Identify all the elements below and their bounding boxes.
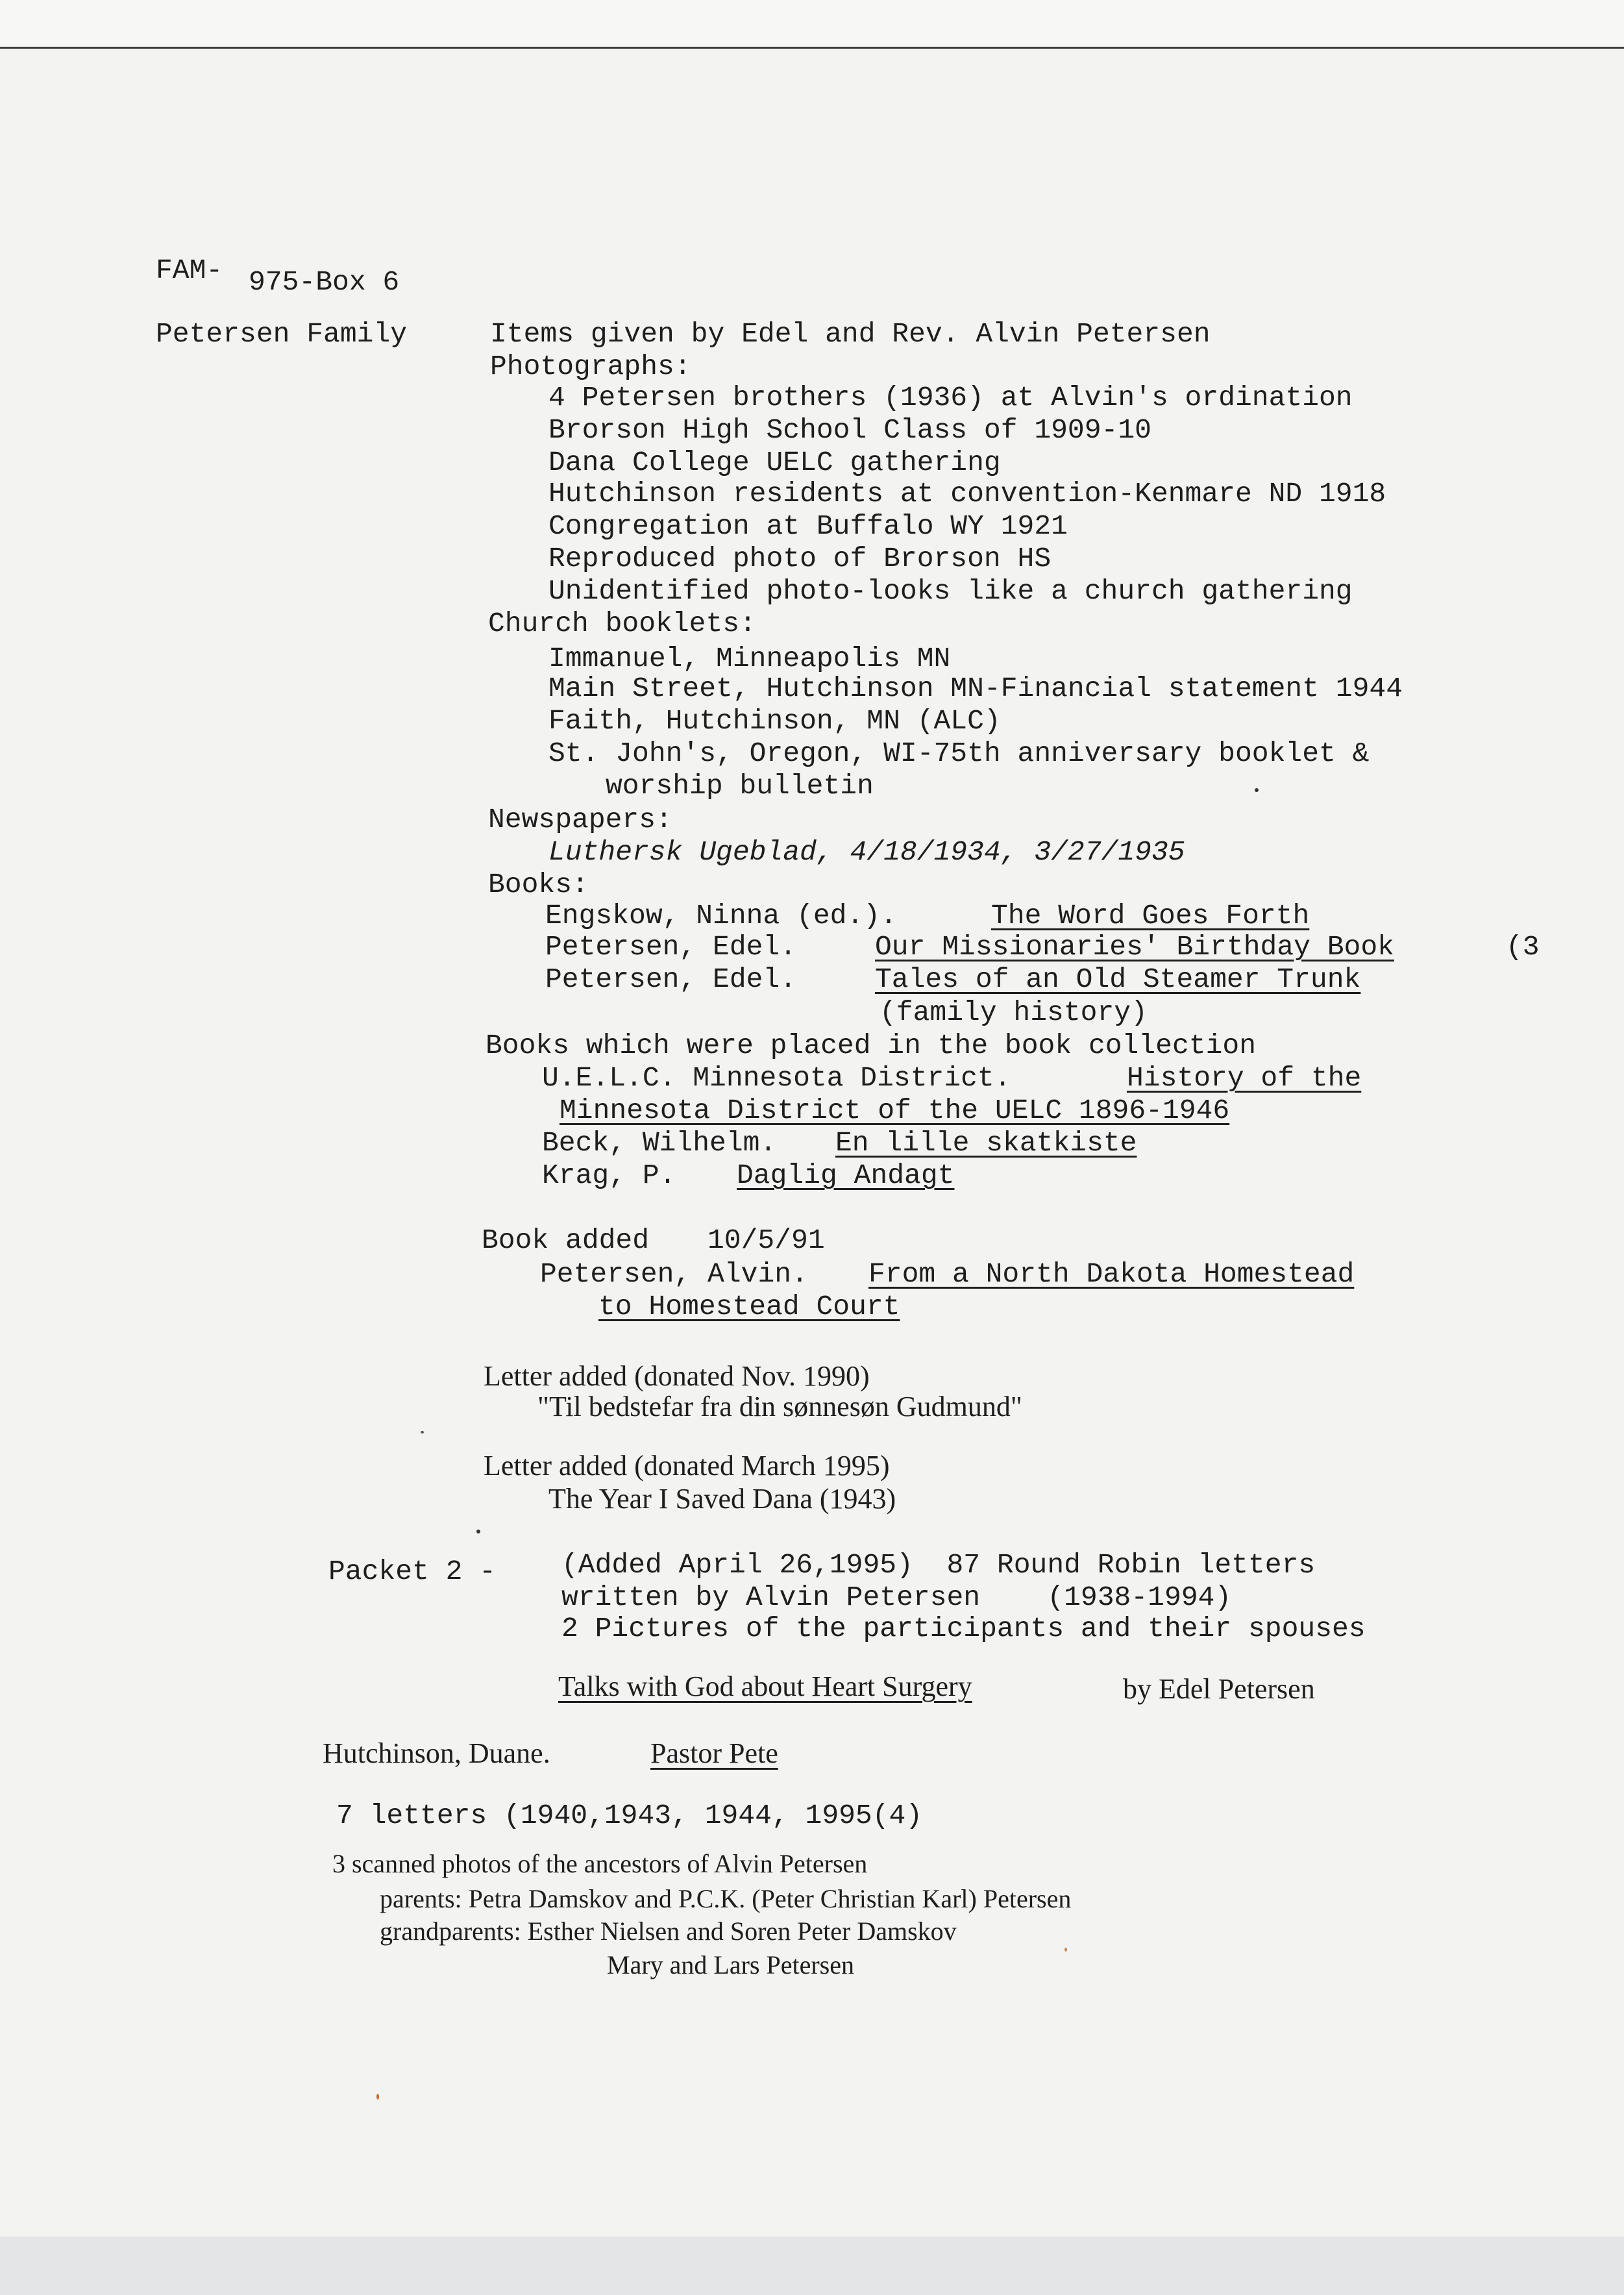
book-author: Petersen, Edel. bbox=[545, 931, 797, 963]
book-added-author: Petersen, Alvin. bbox=[540, 1258, 808, 1290]
family-name: Petersen Family bbox=[156, 318, 408, 350]
scan-speck bbox=[476, 1530, 480, 1533]
booklet-item: Main Street, Hutchinson MN-Financial statement 1944 bbox=[548, 673, 1403, 704]
fam-prefix: FAM- bbox=[156, 254, 223, 286]
scanned-photos-line: grandparents: Esther Nielsen and Soren Peter Damskov bbox=[380, 1917, 957, 1946]
booklet-item: St. John's, Oregon, WI-75th anniversary booklet & bbox=[548, 738, 1370, 769]
photo-item: Reproduced photo of Brorson HS bbox=[548, 543, 1052, 575]
hutchinson-title: Pastor Pete bbox=[650, 1737, 778, 1769]
letter-title: The Year I Saved Dana (1943) bbox=[548, 1483, 896, 1515]
book-title: Tales of an Old Steamer Trunk bbox=[875, 963, 1361, 995]
collection-author: Krag, P. bbox=[542, 1160, 676, 1191]
letter-title: "Til bedstefar fra din sønnesøn Gudmund" bbox=[537, 1391, 1022, 1422]
packet-line: 2 Pictures of the participants and their spouses bbox=[561, 1613, 1366, 1644]
book-added-date: 10/5/91 bbox=[707, 1224, 825, 1256]
intro-line: Items given by Edel and Rev. Alvin Petersen bbox=[490, 318, 1211, 350]
collection-title: En lille skatkiste bbox=[835, 1127, 1137, 1159]
talks-title: Talks with God about Heart Surgery bbox=[558, 1670, 972, 1702]
book-note: (3 bbox=[1506, 931, 1540, 963]
photo-item: Dana College UELC gathering bbox=[548, 447, 1001, 478]
scanned-photos-line: parents: Petra Damskov and P.C.K. (Peter Christian Karl) Petersen bbox=[380, 1884, 1072, 1913]
booklet-item-continued: worship bulletin bbox=[606, 770, 874, 802]
booklet-item: Faith, Hutchinson, MN (ALC) bbox=[548, 705, 1001, 737]
talks-author: by Edel Petersen bbox=[1123, 1673, 1315, 1705]
scanned-photos-line: Mary and Lars Petersen bbox=[607, 1950, 854, 1979]
packet-line: (Added April 26,1995) 87 Round Robin letters bbox=[561, 1549, 1316, 1581]
photo-item: Brorson High School Class of 1909-10 bbox=[548, 414, 1151, 446]
church-booklets-heading: Church booklets: bbox=[488, 608, 756, 639]
letter-added-heading: Letter added (donated Nov. 1990) bbox=[484, 1360, 870, 1392]
book-author: Engskow, Ninna (ed.). bbox=[545, 900, 897, 932]
letter-added-heading: Letter added (donated March 1995) bbox=[484, 1450, 890, 1482]
seven-letters: 7 letters (1940,1943, 1944, 1995(4) bbox=[336, 1800, 923, 1831]
photo-item: Hutchinson residents at convention-Kenmare ND 1918 bbox=[548, 478, 1386, 510]
photo-item: 4 Petersen brothers (1936) at Alvin's ordination bbox=[548, 382, 1353, 414]
book-added-title: From a North Dakota Homestead bbox=[868, 1258, 1355, 1290]
packet-line: written by Alvin Petersen (1938-1994) bbox=[561, 1582, 1232, 1613]
scanned-photos-line: 3 scanned photos of the ancestors of Alvin Petersen bbox=[332, 1849, 868, 1878]
book-title: The Word Goes Forth bbox=[991, 900, 1310, 932]
newspapers-heading: Newspapers: bbox=[488, 804, 672, 836]
collection-title: History of the bbox=[1127, 1062, 1362, 1094]
photo-item: Congregation at Buffalo WY 1921 bbox=[548, 510, 1068, 542]
scan-speck bbox=[376, 2094, 379, 2100]
collection-title: Daglig Andagt bbox=[737, 1160, 955, 1191]
booklet-item: Immanuel, Minneapolis MN bbox=[548, 643, 951, 675]
box-number: 975-Box 6 bbox=[249, 266, 400, 298]
collection-author: U.E.L.C. Minnesota District. bbox=[542, 1062, 1011, 1094]
scan-bottom-edge bbox=[0, 2237, 1624, 2295]
book-added-title-continued: to Homestead Court bbox=[598, 1291, 900, 1322]
scan-speck bbox=[1064, 1948, 1067, 1952]
packet-label: Packet 2 - bbox=[328, 1556, 497, 1587]
book-added-heading: Book added bbox=[482, 1224, 650, 1256]
collection-author: Beck, Wilhelm. bbox=[542, 1127, 777, 1159]
collection-heading: Books which were placed in the book collection bbox=[486, 1030, 1256, 1061]
hutchinson-author: Hutchinson, Duane. bbox=[323, 1737, 550, 1769]
book-author: Petersen, Edel. bbox=[545, 963, 797, 995]
photographs-heading: Photographs: bbox=[490, 351, 691, 382]
photo-item: Unidentified photo-looks like a church gathering bbox=[548, 575, 1353, 607]
scan-speck bbox=[1255, 788, 1259, 792]
book-note: (family history) bbox=[880, 997, 1148, 1028]
collection-title-continued: Minnesota District of the UELC 1896-1946 bbox=[560, 1095, 1230, 1126]
books-heading: Books: bbox=[488, 869, 589, 900]
book-title: Our Missionaries' Birthday Book bbox=[875, 931, 1394, 963]
scan-top-edge bbox=[0, 0, 1624, 49]
scan-speck bbox=[421, 1431, 424, 1433]
newspaper-item: Luthersk Ugeblad, 4/18/1934, 3/27/1935 bbox=[548, 836, 1185, 868]
